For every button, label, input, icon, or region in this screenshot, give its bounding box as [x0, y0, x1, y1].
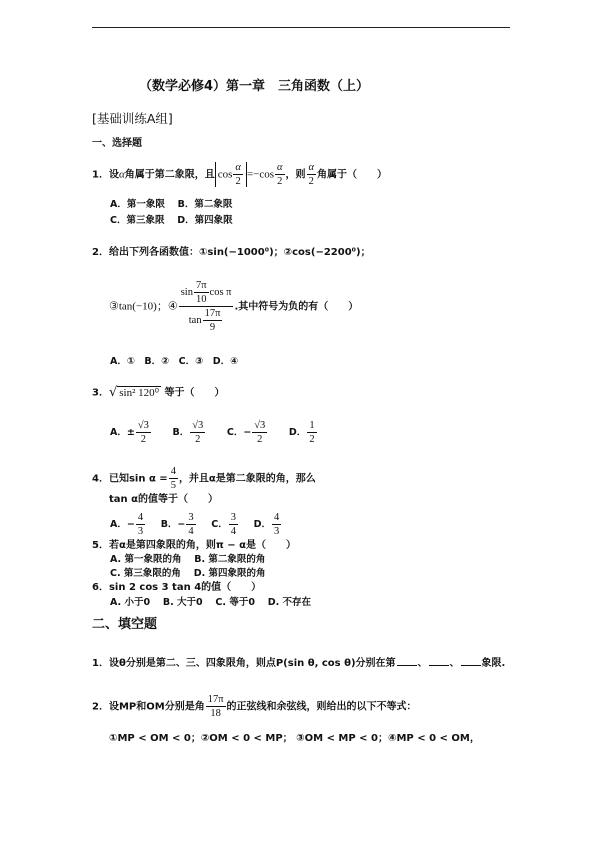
q2-big-fraction: sin $\frac{7\pi}{10}$ cos π tan $\frac{17\pi}{9}$	[180, 280, 232, 334]
fill-1: 1．设θ分别是第二、三、四象限角，则点P(sin θ, cos θ)分别在第 、 、 象限.	[92, 658, 506, 669]
abs-value: cos $\frac{\alpha}{2}$	[215, 162, 247, 187]
q3-options: A．± $\frac{√3}{2}$ B． $\frac{√3}{2}$ C．− $\frac{√3}{2}$ D． $\frac{1}{2}$	[110, 420, 315, 446]
q5-options-row1: A. 第一象限的角 B. 第二象限的角	[110, 554, 266, 565]
question-5: 5．若α是第四象限的角，则π − α是（ ）	[92, 540, 296, 551]
header-rule	[92, 27, 510, 28]
section-choice-heading: 一、选择题	[92, 138, 142, 149]
blank-1[interactable]	[397, 657, 417, 666]
question-2: 2．给出下列各函数值：①sin(−1000⁰)；②cos(−2200⁰)；	[92, 247, 371, 258]
question-2-line2: ③tan(−10)；④ sin $\frac{7\pi}{10}$ cos π tan $\frac{17\pi}{9}$ .其中符号为负的有（ ）	[109, 280, 359, 334]
q2-options: A．① B．② C．③ D．④	[110, 356, 239, 367]
q1-options-row2: C．第三象限 D．第四象限	[110, 215, 233, 226]
page-title: （数学必修4）第一章 三角函数（上）	[139, 79, 370, 94]
blank-2[interactable]	[429, 657, 449, 666]
q4-options: A．− $\frac{4}{3}$ B．− $\frac{3}{4}$ C． $\frac{3}{4}$ D． $\frac{4}{3}$	[110, 512, 280, 538]
question-3: 3．√ sin² 120⁰ 等于（ ）	[92, 385, 225, 400]
q1-options-row1: A．第一象限 B．第二象限	[110, 199, 233, 210]
q5-options-row2: C. 第三象限的角 D. 第四象限的角	[110, 568, 266, 579]
fill-2: 2．设MP和OM分别是角 $\frac{17\pi}{18}$ 的正弦线和余弦线，则给出的以下不等式：	[92, 694, 417, 720]
blank-3[interactable]	[461, 657, 481, 666]
fill-2-inequalities: ①MP < OM < 0；②OM < 0 < MP； ③OM < MP < 0；④MP < 0 < OM，	[109, 733, 480, 744]
question-6: 6．sin 2 cos 3 tan 4的值（ ）	[92, 582, 262, 593]
q6-options: A. 小于0 B. 大于0 C. 等于0 D. 不存在	[110, 597, 312, 608]
section-fill-heading: 二、填空题	[92, 617, 158, 632]
group-heading: [基础训练A组]	[92, 111, 173, 126]
question-1: 1．设α角属于第二象限，且 cos $\frac{\alpha}{2}$ =−cos $\frac{\alpha}{2}$ ，则 $\frac{\alpha}{2}$ 角属于（ ）	[92, 162, 388, 188]
question-4: 4．已知sin α = $\frac{4}{5}$ ，并且α是第二象限的角，那么	[92, 466, 316, 492]
question-4-line2: tan α的值等于（ ）	[109, 494, 218, 505]
